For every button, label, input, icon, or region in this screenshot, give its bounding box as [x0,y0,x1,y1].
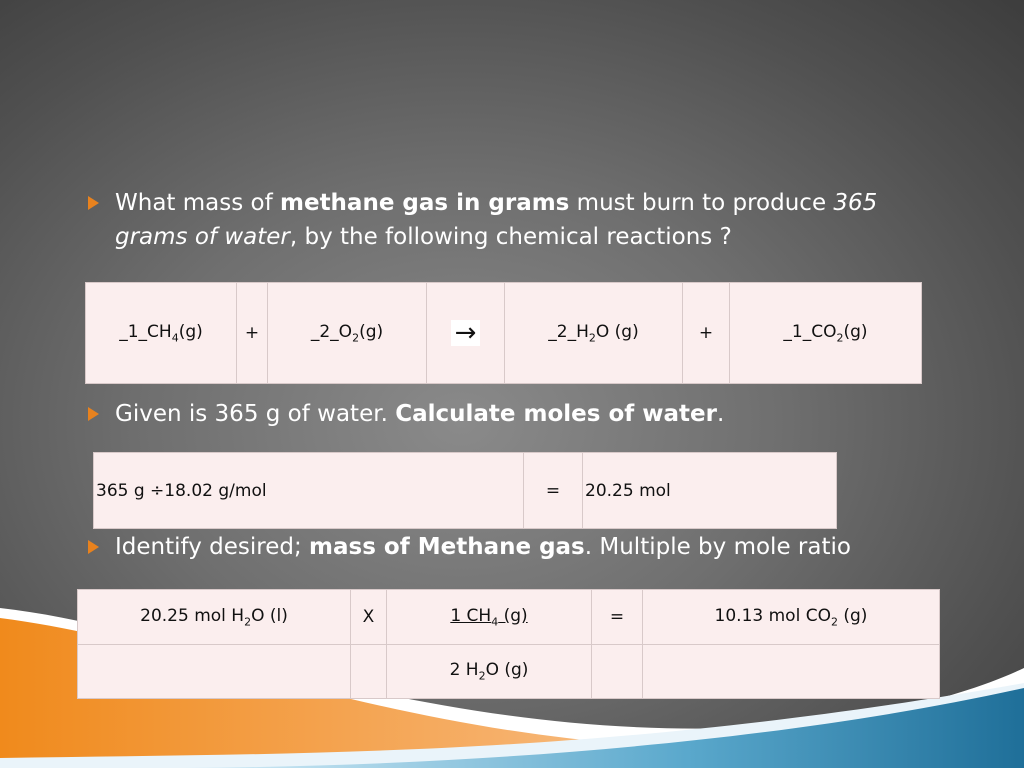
bullet-given [88,397,905,431]
bullet-arrow-icon [88,407,99,421]
reaction-table [85,282,922,384]
empty-cell [78,645,351,699]
mole-ratio-table [77,589,940,699]
times-sign: X [351,590,387,645]
bullet-identify [88,530,905,564]
given-moles: 20.25 mol $H_2O$ (l) [78,590,351,645]
empty-cell [592,645,643,699]
reaction-arrow-cell [427,283,505,384]
moles-expression: 365 g ÷18.02 g/mol [94,453,524,529]
moles-table [93,452,837,529]
question-text: What mass of methane gas in grams must burn to produce 365 grams of water, by the following chemical reactions ? [115,190,878,250]
reaction-arrow-icon: → [451,320,481,346]
given-text: Given is 365 g of water. Calculate moles of water. [115,401,725,427]
identify-text: Identify desired; mass of Methane gas. Multiple by mole ratio [115,534,851,560]
plus-sign: + [237,283,268,384]
bullet-arrow-icon [88,196,99,210]
empty-cell [351,645,387,699]
reactant-methane: $\_1\_CH_4(g)$ [86,283,237,384]
equals-sign: = [592,590,643,645]
ratio-denominator: 2 $H_2O$ (g) [387,645,592,699]
ratio-numerator: 1 $CH_4$ (g) [387,590,592,645]
empty-cell [643,645,940,699]
reactant-oxygen: $\_2\_O_2(g)$ [268,283,427,384]
plus-sign: + [683,283,730,384]
ratio-result: 10.13 mol $CO_2$ (g) [643,590,940,645]
bullet-question [88,186,905,254]
product-carbon-dioxide: $\_1\_CO_2(g)$ [730,283,922,384]
product-water: $\_2\_H_2O$ (g) [505,283,683,384]
moles-result: 20.25 mol [583,453,837,529]
bullet-arrow-icon [88,540,99,554]
equals-sign: = [524,453,583,529]
